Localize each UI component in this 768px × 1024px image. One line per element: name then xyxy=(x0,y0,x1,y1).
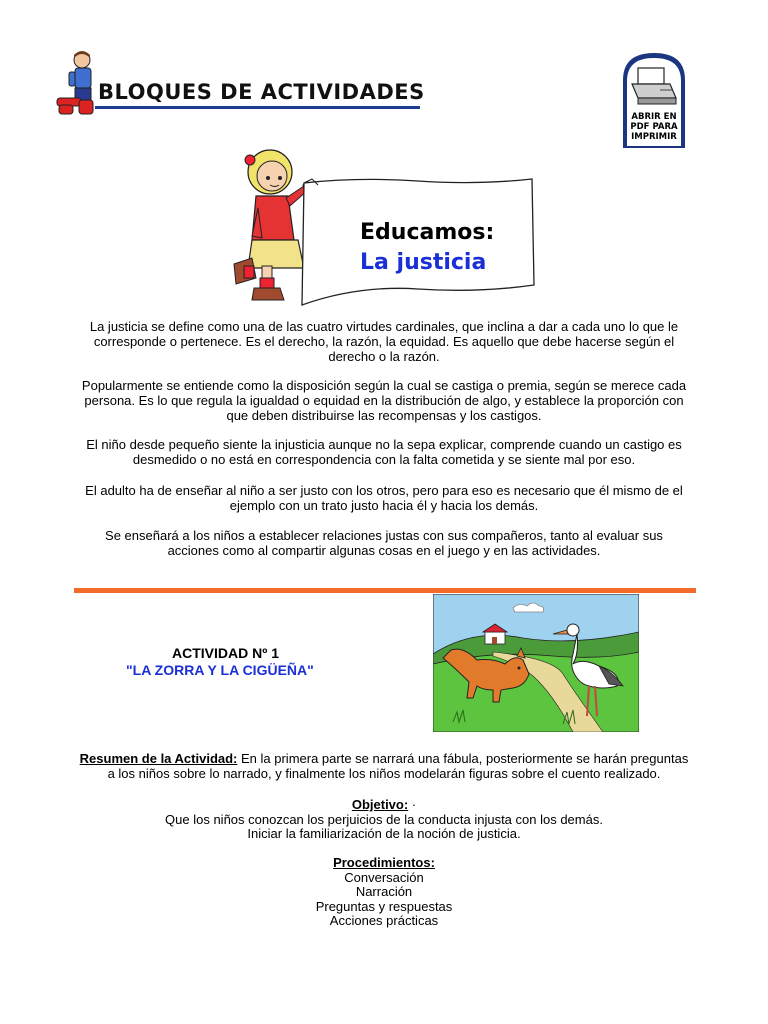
procedure-item: Narración xyxy=(355,884,413,900)
title-underline xyxy=(95,106,420,109)
intro-paragraph: El niño desde pequeño siente la injusticia aunque no la sepa explicar, comprende cuando un castigo es desmedido o no está en correspondencia con la falta cometida y se siente mal por eso. xyxy=(86,437,682,467)
summary-text: En la primera parte se narrará una fábula, posteriormente se harán preguntas a los niños sobre lo narrado, y finalmente los niños modelarán figuras sobre el cuento realizado. xyxy=(107,751,689,781)
objective-item: Que los niños conozcan los perjuicios de la conducta injusta con los demás. xyxy=(165,811,603,827)
objective-label: Objetivo: xyxy=(351,797,409,812)
procedure-item: Conversación xyxy=(344,869,424,885)
intro-paragraph: Se enseñará a los niños a establecer relaciones justas con sus compañeros, tanto al evaluar sus acciones como al compartir algunas cosas en el juego y en las actividades. xyxy=(105,528,663,558)
intro-paragraph: Popularmente se entiende como la disposición según la cual se castiga o premia, según se merece cada persona. Es lo que regula la igualdad o equidad en la distribución de algo, y establece la proporción con que deben distribuirse las recompensas y los castigos. xyxy=(81,378,687,423)
pdf-badge-line: PDF PARA xyxy=(630,122,678,132)
objective-heading-line xyxy=(78,798,690,813)
pdf-badge-line: IMPRIMIR xyxy=(631,132,677,142)
intro-paragraph: El adulto ha de enseñar al niño a ser justo con los otros, pero para eso es necesario que él mismo de el ejemplo con un trato justo hacia él y hacia los demás. xyxy=(85,483,683,513)
section-divider xyxy=(74,588,696,593)
open-pdf-button[interactable] xyxy=(620,50,688,150)
fox-stork-illustration xyxy=(433,594,639,732)
banner-title: Educamos: xyxy=(360,220,495,245)
objective-mark: · xyxy=(408,797,417,812)
summary-label: Resumen de la Actividad: xyxy=(79,751,238,766)
procedures-section xyxy=(78,856,690,929)
procedure-item: Preguntas y respuestas xyxy=(315,898,453,914)
objective-section xyxy=(78,798,690,842)
banner-subtitle: La justicia xyxy=(360,250,487,275)
activity-heading: ACTIVIDAD Nº 1 xyxy=(172,645,280,661)
activity-name: "LA ZORRA Y LA CIGÜEÑA" xyxy=(126,662,314,678)
kid-illustration xyxy=(55,50,99,116)
procedure-item: Acciones prácticas xyxy=(329,913,439,929)
section-title: BLOQUES DE ACTIVIDADES xyxy=(98,80,425,104)
activity-summary xyxy=(78,752,690,782)
pdf-badge-line: ABRIR EN xyxy=(631,112,677,122)
intro-paragraph: La justicia se define como una de las cuatro virtudes cardinales, que inclina a dar a cada uno lo que le corresponde o pertenece. Es el derecho, la razón, la equidad. Es aquello que debe hacerse según el derecho o la razón. xyxy=(89,319,679,364)
pdf-badge-text xyxy=(624,112,684,142)
procedures-label: Procedimientos: xyxy=(333,855,435,870)
objective-item: Iniciar la familiarización de la noción de justicia. xyxy=(247,826,521,842)
